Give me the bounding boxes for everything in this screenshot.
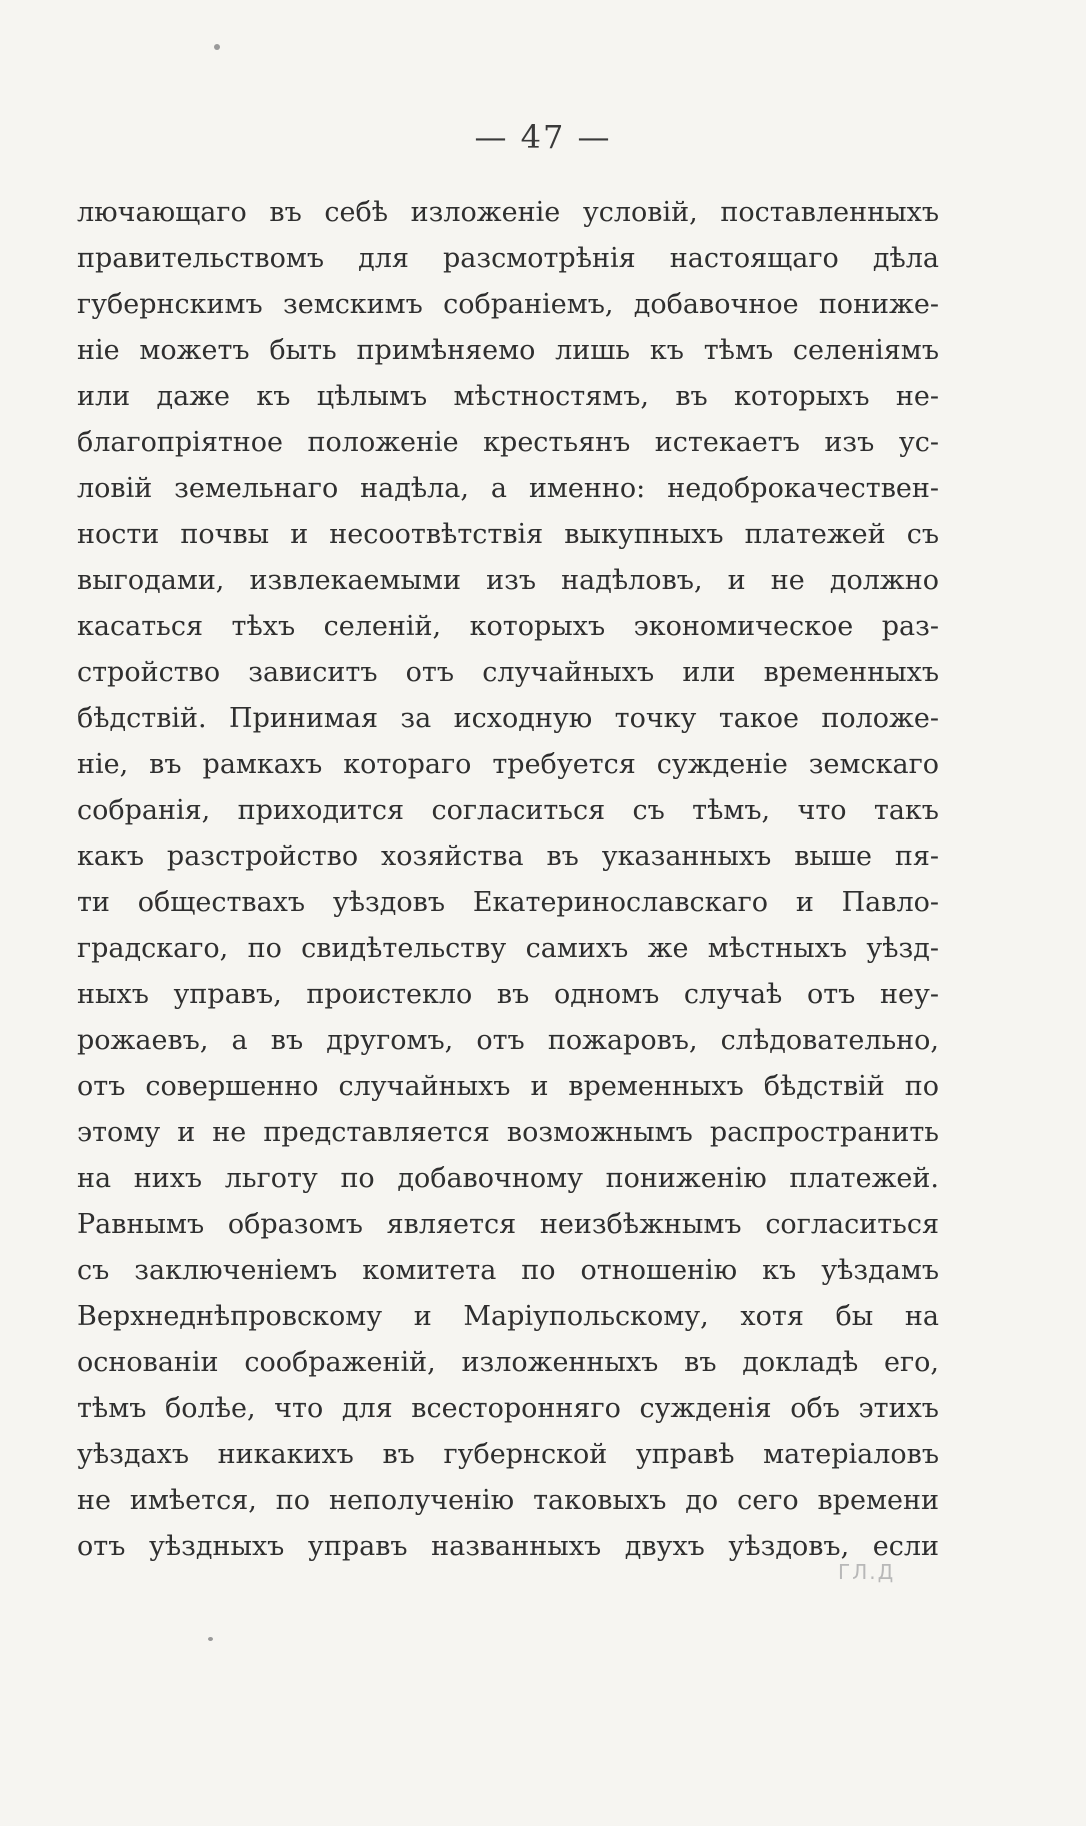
ink-speck bbox=[214, 44, 220, 50]
text-line: отъ уѣздныхъ управъ названныхъ двухъ уѣздовъ, если bbox=[77, 1531, 939, 1562]
text-line: не имѣется, по неполученію таковыхъ до сего времени bbox=[77, 1485, 939, 1516]
text-line: Равнымъ образомъ является неизбѣжнымъ согласиться bbox=[77, 1209, 939, 1240]
text-line: благопріятное положеніе крестьянъ истекаетъ изъ ус- bbox=[77, 427, 939, 458]
text-line: тѣмъ болѣе, что для всесторонняго сужденія объ этихъ bbox=[77, 1393, 939, 1424]
catchword: ГЛ.Д bbox=[838, 1560, 896, 1584]
text-line: собранія, приходится согласиться съ тѣмъ, что такъ bbox=[77, 795, 939, 826]
text-line: основаніи соображеній, изложенныхъ въ докладѣ его, bbox=[77, 1347, 939, 1378]
ink-speck bbox=[208, 1637, 213, 1641]
text-line: градскаго, по свидѣтельству самихъ же мѣстныхъ уѣзд- bbox=[77, 933, 939, 964]
text-line: уѣздахъ никакихъ въ губернской управѣ матеріаловъ bbox=[77, 1439, 939, 1470]
text-line: касаться тѣхъ селеній, которыхъ экономическое раз- bbox=[77, 611, 939, 642]
text-line: ныхъ управъ, проистекло въ одномъ случаѣ отъ неу- bbox=[77, 979, 939, 1010]
page-number: — 47 — bbox=[474, 118, 612, 156]
body-text bbox=[77, 190, 939, 1570]
text-line: стройство зависитъ отъ случайныхъ или временныхъ bbox=[77, 657, 939, 688]
text-line: отъ совершенно случайныхъ и временныхъ бѣдствій по bbox=[77, 1071, 939, 1102]
text-line: правительствомъ для разсмотрѣнія настоящаго дѣла bbox=[77, 243, 939, 274]
text-line: ти обществахъ уѣздовъ Екатеринославскаго и Павло- bbox=[77, 887, 939, 918]
text-line: рожаевъ, а въ другомъ, отъ пожаровъ, слѣдовательно, bbox=[77, 1025, 939, 1056]
text-line: этому и не представляется возможнымъ распространить bbox=[77, 1117, 939, 1148]
text-line: на нихъ льготу по добавочному пониженію платежей. bbox=[77, 1163, 939, 1194]
text-line: ности почвы и несоотвѣтствія выкупныхъ платежей съ bbox=[77, 519, 939, 550]
text-line: съ заключеніемъ комитета по отношенію къ уѣздамъ bbox=[77, 1255, 939, 1286]
text-line: ніе можетъ быть примѣняемо лишь къ тѣмъ селеніямъ bbox=[77, 335, 939, 366]
text-line: какъ разстройство хозяйства въ указанныхъ выше пя- bbox=[77, 841, 939, 872]
text-line: Верхнеднѣпровскому и Маріупольскому, хотя бы на bbox=[77, 1301, 939, 1332]
text-line: губернскимъ земскимъ собраніемъ, добавочное пониже- bbox=[77, 289, 939, 320]
text-line: или даже къ цѣлымъ мѣстностямъ, въ которыхъ не- bbox=[77, 381, 939, 412]
text-line: ніе, въ рамкахъ котораго требуется сужденіе земскаго bbox=[77, 749, 939, 780]
text-line: ловій земельнаго надѣла, а именно: недоброкачествен- bbox=[77, 473, 939, 504]
text-line: выгодами, извлекаемыми изъ надѣловъ, и не должно bbox=[77, 565, 939, 596]
text-line: бѣдствій. Принимая за исходную точку такое положе- bbox=[77, 703, 939, 734]
text-line: лючающаго въ себѣ изложеніе условій, поставленныхъ bbox=[77, 197, 939, 228]
